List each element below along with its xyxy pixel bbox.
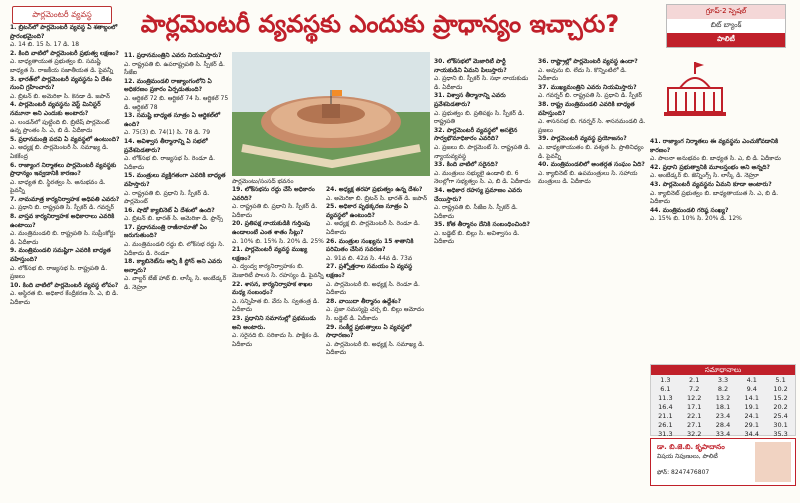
answer-cell: 33.4 [715,429,731,438]
question-text: 15. మంత్రులు వ్యక్తిగతంగా ఎవరికి బాధ్యత వహిస్తారు? [124,172,226,188]
page-headline: పార్లమెంటరీ వ్యవస్థకు ఎందుకు ప్రాధాన్యం ఇచ్చారు? [140,10,620,38]
answer-cell: 2.1 [689,375,700,384]
question-text: 13. సమష్టి బాధ్యత సూత్రం ఏ ఆర్టికల్‌లో ఉంది? [124,112,221,128]
question-text: 39. పార్లమెంటరీ వ్యవస్థ ప్రయోజనం? [538,135,627,143]
photo-caption: పార్లమెంటు/సంసద్ భవనం [232,178,294,185]
question-text: 8. వాస్తవ కార్యనిర్వాహక అధికారాలు ఎవరికి ఉంటాయి? [10,213,115,229]
question-options: ఎ. లోక్‌సభ బి. రాజ్యసభ సి. రెండూ డి. ఏదీకాదు [124,155,216,171]
question-text: 38. రాష్ట్ర మంత్రిమండలి ఎవరికి బాధ్యత వహిస్తుంది? [538,100,635,117]
question-text: 29. సంకీర్ణ ప్రభుత్వాలు ఏ వ్యవస్థలో సాధారణం? [326,323,412,340]
question-options: ఎ. అవును బి. లేదు సి. కొన్నింటిలో డి. ఏదీకాదు [538,66,627,83]
question-text: 17. ప్రధానమంత్రి రాజీనామాతో ఏం జరుగుతుంది? [124,223,208,240]
question-options: ఎ. పార్లమెంటరీ బి. అధ్యక్ష సి. సమాఖ్య డి. ఏదీకాదు [326,340,425,357]
question-text: 11. ప్రధానమంత్రిని ఎవరు నియమిస్తారు? [124,52,222,59]
answer-cell: 14.1 [744,393,760,402]
questions-column-7 [650,138,794,358]
answer-cell: 27.1 [686,420,702,429]
question-text: 36. రాష్ట్రాల్లో పార్లమెంటరీ వ్యవస్థ ఉందా? [538,58,638,65]
answer-cell: 4.1 [746,375,757,384]
question-text: 30. లోక్‌సభలో మెజారిటీ పార్టీ నాయకుడిని ఏమని పిలుస్తారు? [434,58,507,74]
author-photo [755,442,791,482]
answer-cell: 21.1 [658,411,673,420]
question-text: 22. శాసన, కార్యనిర్వాహక శాఖల మధ్య సంబంధం? [232,280,313,297]
answer-cell: 32.2 [686,429,702,438]
question-options: ఎ. ప్రజలు బి. పార్లమెంట్ సి. రాష్ట్రపతి డి. న్యాయవ్యవస్థ [434,143,531,160]
answer-cell: 17.1 [686,402,702,411]
series-line2: బిట్ బ్యాంక్ [710,21,742,29]
question-options: ఎ. రాష్ట్రపతి బి. ఉపరాష్ట్రపతి సి. స్పీకర్ డి. సీజేఐ [124,60,225,77]
question-text: 7. నామమాత్ర కార్యనిర్వాహక అధిపతి ఎవరు? [10,195,120,203]
question-options: ఎ. అమెరికా బి. బ్రిటన్ సి. భారత్ డి. జపాన్ [326,194,428,202]
section-badge: పార్లమెంటరీ వ్యవస్థ [12,6,112,24]
question-text: 35. కోత తీర్మానం దేనికి సంబంధించింది? [434,221,530,229]
question-options: ఎ. సరైనది బి. సరికాదు సి. పాక్షికం డి. ఏదీకాదు [232,332,320,348]
question-options: ఎ. మంత్రిమండలి రద్దు బి. లోక్‌సభ రద్దు సి. ఏదీకాదు డి. రెండూ [124,241,225,257]
question-options: ఎ. అస్థిరత బి. అధికార కేంద్రీకరణ సి. ఎ, బి డి. ఏదీకాదు [10,290,119,306]
question-options: ఎ. అధ్యక్ష బి. పార్లమెంటరీ సి. సమాఖ్య డి. ఏకకేంద్ర [10,144,109,160]
answer-cell: 3.3 [717,375,729,384]
author-box [650,438,796,486]
question-text: 18. క్యాబినెట్‌ను ఆర్చి కీ స్టోన్ అని ఎవరు అన్నారు? [124,258,222,274]
question-text: 31. విశ్వాస తీర్మానాన్ని ఎవరు ప్రవేశపెడతారు? [434,92,506,108]
question-options: ఎ. 91వ బి. 42వ సి. 44వ డి. 73వ [326,254,413,262]
question-text: 23. ప్రధానిని సమానుల్లో ప్రథముడు అని అంటారు. [232,314,316,331]
question-options: ఎ. ప్రజా సమస్యపై చర్చ బి. బిల్లు ఆమోదం సి. బడ్జెట్ డి. ఏదీకాదు [326,306,425,322]
question-options: ఎ. రాష్ట్రపతి బి. ప్రధాని సి. స్పీకర్ డి. ఏదీకాదు [232,203,318,219]
answer-cell: 29.1 [744,420,760,429]
question-text: 12. మంత్రిమండలి రాజ్యాంగంలోని ఏ అధికరణం ప్రకారం ఏర్పడుతుంది? [124,77,212,94]
answer-key-title: సమాధానాలు [651,365,795,375]
answer-cell: 23.4 [715,411,731,420]
question-options: ఎ. ప్రధాని బి. రాష్ట్రపతి సి. స్పీకర్ డి. గవర్నర్ [10,204,115,212]
question-options: ఎ. 15% బి. 10% సి. 20% డి. 12% [650,215,742,223]
answer-cell: 24.1 [744,411,760,420]
questions-column-2 [124,52,230,480]
question-text: 27. ప్రశ్నోత్తరాల సమయం ఏ వ్యవస్థ లక్షణం? [326,263,413,279]
question-options: ఎ. శాసనసభ బి. గవర్నర్ సి. శాసనమండలి డి. ప్రజలు [538,118,646,134]
questions-column-1 [10,24,120,500]
parliament-building-icon [660,54,730,124]
question-text: 28. వాయిదా తీర్మానం ఉద్దేశం? [326,297,402,305]
question-options: ఎ. పాలనా అనుభవం బి. బాధ్యత సి. ఎ, బి డి. ఏదీకాదు [650,155,781,163]
question-text: 44. మంత్రిమండలి గరిష్ఠ సంఖ్య? [650,206,729,214]
question-text: 40. మంత్రిమండలిలో అంతర్గత సంఘం ఏది? [538,161,645,169]
answer-cell: 5.1 [775,375,786,384]
question-options: ఎ. అంబేడ్కర్ బి. జెన్నింగ్స్ సి. లాస్కీ డి. నెహ్రూ [650,172,759,180]
series-line3: పాలిటీ [667,33,785,47]
answer-cell: 34.4 [744,429,760,438]
answer-key [650,364,796,436]
answer-cell: 6.1 [660,384,671,393]
question-text: 37. ముఖ్యమంత్రిని ఎవరు నియమిస్తారు? [538,83,637,91]
answer-cell: 10.2 [773,384,788,393]
question-text: 26. మంత్రుల సంఖ్యను 15 శాతానికి పరిమితం చేసిన సవరణ? [326,237,414,254]
questions-column-4 [326,186,430,482]
question-text: 24. అధ్యక్ష తరహా ప్రభుత్వం ఉన్న దేశం? [326,186,423,193]
answer-cell: 11.3 [658,393,673,402]
answer-cell: 22.1 [686,411,702,420]
author-designation: విషయ నిపుణులు, పాలిటీ [657,453,718,460]
question-options: ఎ. గవర్నర్ బి. రాష్ట్రపతి సి. ప్రధాని డి. స్పీకర్ [538,92,643,100]
questions-column-6 [538,58,646,482]
question-text: 2. కింది వాటిలో పార్లమెంటరీ ప్రభుత్వ లక్షణం? [10,49,119,57]
question-options: ఎ. ప్రధాని బి. స్పీకర్ సి. సభా నాయకుడు డి. ఏదీకాదు [434,75,529,91]
series-line1: గ్రూప్-2 స్పెషల్ [667,5,785,19]
question-text: 16. షాడో క్యాబినెట్ ఏ దేశంలో ఉంది? [124,206,215,214]
question-text: 34. అధికార రహస్య ప్రమాణం ఎవరు చేయిస్తారు? [434,186,522,203]
question-text: 10. కింది వాటిలో పార్లమెంటరీ వ్యవస్థ లోపం? [10,281,119,289]
answer-cell: 8.2 [717,384,729,393]
answer-cell: 12.2 [686,393,702,402]
question-text: 5. ప్రధానమంత్రి పదవి ఏ వ్యవస్థలో ఉంటుంది? [10,135,120,143]
answer-cell: 20.2 [773,402,788,411]
question-options: ఎ. మంత్రులు సభ్యులై ఉండాలి బి. 6 నెలల్లోగా సభ్యత్వం సి. ఎ, బి డి. ఏదీకాదు [434,169,531,186]
question-text: 20. ప్రతిపక్ష నాయకుడికి గుర్తింపు ఉండాలంటే ఎంత శాతం సీట్లు? [232,220,311,236]
question-options: ఎ. రాష్ట్రపతి బి. ప్రధాని సి. స్పీకర్ డి. పార్లమెంట్ [124,189,210,206]
answer-cell: 1.3 [660,375,671,384]
question-options: ఎ. 10% బి. 15% సి. 20% డి. 25% [232,237,324,245]
answer-cell: 9.4 [746,384,757,393]
question-text: 14. అవిశ్వాస తీర్మానాన్ని ఏ సభలో ప్రవేశపెడతారు? [124,137,208,154]
question-options: ఎ. బ్రిటన్ బి. అమెరికా సి. కెనడా డి. జపాన్ [10,92,110,100]
question-text: 21. పార్లమెంటరీ వ్యవస్థ ముఖ్య లక్షణం? [232,246,308,262]
question-options: ఎ. మంత్రిమండలి బి. రాష్ట్రపతి సి. సుప్రీంకోర్టు డి. ఏదీకాదు [10,230,116,246]
question-options: ఎ. రాష్ట్రపతి బి. సీజేఐ సి. స్పీకర్ డి. ఏదీకాదు [434,204,518,220]
question-text: 9. మంత్రిమండలి సమష్టిగా ఎవరికి బాధ్యత వహిస్తుంది? [10,247,111,264]
question-text: 32. పార్లమెంటరీ వ్యవస్థలో అసలైన సార్వభౌమాధికారం ఎవరిది? [434,126,518,143]
question-options: ఎ. బాధ్యతాయుత ప్రభుత్వం బి. సమష్టి బాధ్యత సి. రాజకీయ సజాతీయత డి. పైవన్నీ [10,58,114,74]
question-options: ఎ. బ్రిటన్ బి. భారత్ సి. అమెరికా డి. ఫ్రాన్స్ [124,215,223,223]
question-text: 33. కింది వాటిలో సరైనది? [434,161,499,169]
question-text: 6. రాజ్యాంగ నిర్మాతలు పార్లమెంటరీ వ్యవస్థకు ప్రాధాన్యం ఇవ్వడానికి కారణం? [10,161,117,178]
question-text: 1. బ్రిటన్‌లో పార్లమెంటరీ వ్యవస్థ ఏ శతాబ్దంలో ప్రారంభమైంది? [10,24,118,40]
answer-cell: 18.1 [715,402,731,411]
question-options: ఎ. లోక్‌సభ బి. రాజ్యసభ సి. రాష్ట్రపతి డి. ప్రజలు [10,264,108,281]
question-text: 4. పార్లమెంటరీ వ్యవస్థను వెస్ట్ మినిస్టర్ నమూనా అని ఎందుకు అంటారు? [10,101,101,117]
questions-column-5 [434,58,534,482]
question-options: ఎ. వాల్టర్ బేజ్ హాట్ బి. లాస్కీ సి. అంబేడ్కర్ డి. నెహ్రూ [124,275,227,292]
answer-cell: 13.2 [715,393,731,402]
question-options: ఎ. 75(3) బి. 74(1) సి. 78 డి. 79 [124,129,211,137]
question-options: ఎ. క్యాబినెట్ బి. ఉపమంత్రులు సి. సహాయ మంత్రులు డి. ఏదీకాదు [538,169,638,186]
parliament-photo [232,52,430,176]
question-text: 19. లోక్‌సభను రద్దు చేసే అధికారం ఎవరిది? [232,186,315,202]
answer-cell: 25.4 [773,411,788,420]
question-options: ఎ. లండన్‌లో పుట్టింది బి. బ్రిటిష్ పార్లమెంట్ ఉన్న ప్రాంతం సి. ఎ, బి డి. ఏదీకాదు [10,118,110,135]
question-options: ఎ. సన్నిహిత బి. వేరు సి. స్వతంత్ర డి. ఏదీకాదు [232,297,320,314]
answer-table [651,375,795,438]
question-options: ఎ. ప్రభుత్వం బి. ప్రతిపక్షం సి. స్పీకర్ డి. రాష్ట్రపతి [434,109,525,126]
question-options: ఎ. క్యాబినెట్ ప్రభుత్వం బి. బాధ్యతాయుత సి. ఎ, బి డి. ఏదీకాదు [650,189,779,206]
author-name: డా. బి.జె.బి. కృపాదానం [657,443,725,451]
answer-cell: 28.4 [715,420,731,429]
question-options: ఎ. పార్లమెంటరీ బి. అధ్యక్ష సి. రెండూ డి. ఏదీకాదు [326,280,420,297]
series-label [660,4,792,134]
question-options: ఎ. బడ్జెట్ బి. బిల్లు సి. అవిశ్వాసం డి. ఏదీకాదు [434,229,520,246]
question-text: 3. భారత్‌లో పార్లమెంటరీ వ్యవస్థను ఏ దేశం నుంచి గ్రహించారు? [10,75,112,92]
answer-cell: 30.1 [773,420,788,429]
question-options: ఎ. 14 బి. 15 సి. 17 డి. 18 [10,41,80,49]
answer-cell: 35.3 [773,429,788,438]
author-phone: ఫోన్: 8247476807 [657,469,710,476]
question-options: ఎ. ఆర్టికల్ 72 బి. ఆర్టికల్ 74 సి. ఆర్టికల్ 75 డి. ఆర్టికల్ 78 [124,94,229,111]
question-options: ఎ. బాధ్యత బి. స్థిరత్వం సి. అనుభవం డి. పైవన్నీ [10,178,106,195]
question-text: 43. పార్లమెంటరీ వ్యవస్థను ఏమని కూడా అంటారు? [650,180,772,188]
questions-column-3 [232,186,324,482]
answer-cell: 16.4 [658,402,673,411]
answer-cell: 15.2 [773,393,788,402]
question-text: 25. అధికార పృథక్కరణ సూత్రం ఏ వ్యవస్థలో ఉంటుంది? [326,203,409,219]
question-text: 42. ప్రధాని ప్రభుత్వానికి మూలస్తంభం అని అన్నది? [650,163,771,171]
question-options: ఎ. బాధ్యతాయుతం బి. వశ్యత సి. ప్రాతినిధ్యం డి. పైవన్నీ [538,143,644,160]
question-options: ఎ. అధ్యక్ష బి. పార్లమెంటరీ సి. రెండూ డి. ఏదీకాదు [326,220,420,236]
answer-cell: 26.1 [658,420,673,429]
answer-cell: 31.3 [658,429,673,438]
answer-cell: 19.1 [744,402,760,411]
question-options: ఎ. ద్వంద్వ కార్యనిర్వాహకం బి. మెజారిటీ పాలన సి. రహస్యం డి. పైవన్నీ [232,263,324,279]
answer-cell: 7.2 [689,384,700,393]
question-text: 41. రాజ్యాంగ నిర్మాతలు ఈ వ్యవస్థను ఎంచుకోవడానికి కారణం? [650,138,779,154]
